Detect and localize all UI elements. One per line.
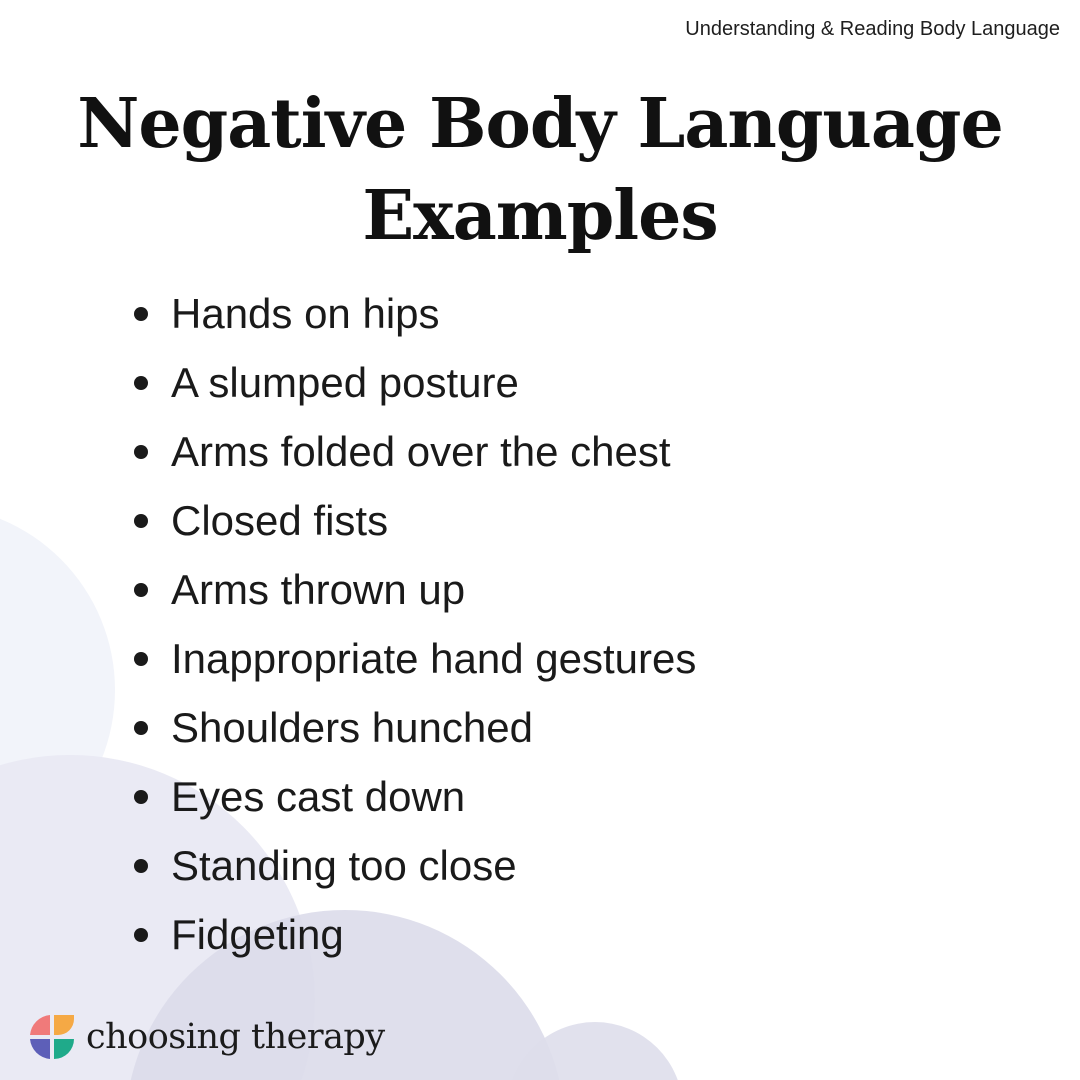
list-item bbox=[130, 762, 696, 831]
list-item-label: Shoulders hunched bbox=[171, 704, 533, 751]
list-item-label: Fidgeting bbox=[171, 911, 344, 958]
bullet-icon bbox=[134, 859, 148, 873]
bullet-icon bbox=[134, 721, 148, 735]
bullet-icon bbox=[134, 307, 148, 321]
list-item bbox=[130, 417, 696, 486]
bullet-icon bbox=[134, 928, 148, 942]
list-item-label: Inappropriate hand gestures bbox=[171, 635, 697, 682]
list-item-label: A slumped posture bbox=[171, 359, 519, 406]
list-item bbox=[130, 348, 696, 417]
series-label: Understanding & Reading Body Language bbox=[685, 18, 1060, 40]
list-item bbox=[130, 693, 696, 762]
logo-petal-orange bbox=[54, 1015, 74, 1035]
bullet-icon bbox=[134, 583, 148, 597]
list-item bbox=[130, 900, 696, 969]
list-item bbox=[130, 279, 696, 348]
list-item bbox=[130, 624, 696, 693]
logo-petal-purple bbox=[30, 1039, 50, 1059]
bullet-icon bbox=[134, 790, 148, 804]
list-item-label: Closed fists bbox=[171, 497, 389, 544]
title-line-2: Examples bbox=[362, 176, 718, 256]
brand-logo bbox=[28, 1012, 385, 1062]
list-item-label: Standing too close bbox=[171, 842, 517, 889]
logo-petal-pink bbox=[30, 1015, 50, 1035]
list-item-label: Arms thrown up bbox=[171, 566, 466, 613]
page-title bbox=[0, 78, 1080, 262]
list-item-label: Arms folded over the chest bbox=[171, 428, 671, 475]
list-item bbox=[130, 555, 696, 624]
logo-petal-teal bbox=[54, 1039, 74, 1059]
list-item bbox=[130, 831, 696, 900]
bullet-icon bbox=[134, 652, 148, 666]
choosing-therapy-logo-icon bbox=[28, 1013, 76, 1061]
brand-name: choosing therapy bbox=[86, 1017, 385, 1057]
list-item bbox=[130, 486, 696, 555]
bullet-icon bbox=[134, 514, 148, 528]
list-item-label: Hands on hips bbox=[171, 290, 440, 337]
examples-list bbox=[130, 279, 696, 969]
list-item-label: Eyes cast down bbox=[171, 773, 466, 820]
bullet-icon bbox=[134, 445, 148, 459]
bullet-icon bbox=[134, 376, 148, 390]
title-line-1: Negative Body Language bbox=[77, 84, 1003, 164]
